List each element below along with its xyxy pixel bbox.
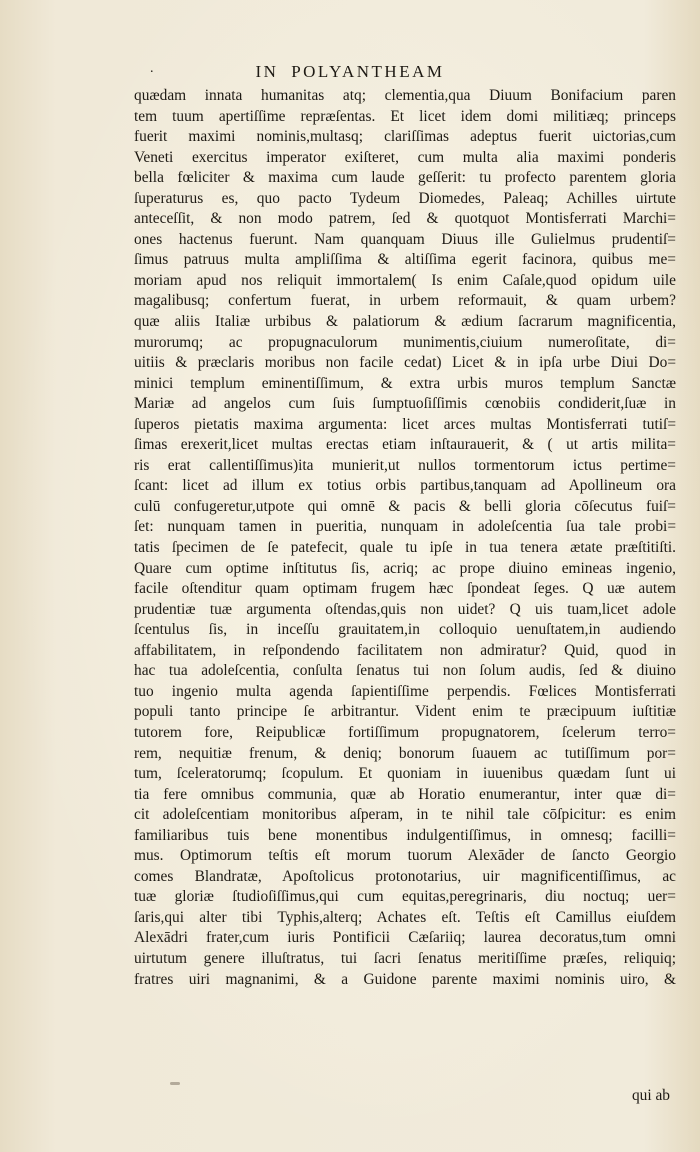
text-line: ſcant: licet ad illum ex totius orbis partibus,tanquam ad Apollineum ora — [134, 477, 676, 495]
text-line: tem tuum apertiſſime repræſentas. Et licet idem domi militiæq; princeps — [134, 107, 676, 125]
text-line: fratres uiri magnanimi, & a Guidone parente maximi nominis uiro, & — [134, 970, 676, 988]
text-line: Alexādri frater,cum iuris Pontificii Cæſariiq; laurea decoratus,tum omni — [134, 929, 676, 947]
running-title: IN POLYANTHEAM — [255, 62, 445, 81]
text-line: rem, nequitiæ frenum, & deniq; bonorum ſuauem ac tutiſſimum por= — [134, 744, 676, 762]
text-line: tuo ingenio multa agenda ſapientiſſime perpendis. Fœlices Montisferrati — [134, 682, 676, 700]
text-line: ſimus patruus multa ampliſſima & altiſſima egerit facinora, quibus me= — [134, 251, 676, 269]
running-header — [0, 62, 700, 82]
text-line: ſaris,qui alter tibi Typhis,alterq; Achates eſt. Teſtis eſt Camillus eiuſdem — [134, 908, 676, 926]
text-line: ſcentulus ſis, in inceſſu grauitatem,in colloquio uenuſtatem,in audiendo — [134, 621, 676, 639]
text-line: hac tua adoleſcentia, conſulta ſenatus tui non ſolum audis, ſed & diuino — [134, 662, 676, 680]
body-text — [134, 86, 676, 990]
text-line: uitiis & præclaris moribus non facile cedat) Licet & in ipſa urbe Diui Do= — [134, 354, 676, 372]
text-line: fuerit maximi nominis,multasq; clariſſimas adeptus fuerit uictorias,cum — [134, 128, 676, 146]
ink-mark — [170, 1082, 180, 1085]
text-line: facile oſtenditur quam optimam frugem hæc ſpondeat ſeges. Q uæ autem — [134, 580, 676, 598]
text-line: Quare cum optime inſtitutus ſis, acriq; ac prope diuino emineas ingenio, — [134, 559, 676, 577]
text-line: ſuperos pietatis maxima argumenta: licet arces multas Montisferrati tutiſ= — [134, 415, 676, 433]
text-line: tuæ gloriæ ſtudioſiſſimus,qui cum equitas,peregrinaris, diu noctuq; uer= — [134, 888, 676, 906]
catchword: qui ab — [631, 1087, 670, 1104]
text-line: familiaribus tuis bene monentibus indulgentiſſimus, in omnesq; facilli= — [134, 826, 676, 844]
text-line: tum, ſceleratorumq; ſcopulum. Et quoniam in iuuenibus quædam ſunt ui — [134, 765, 676, 783]
text-line: prudentiæ tuæ argumenta oſtendas,quis non uidet? Q uis tuam,licet adole — [134, 600, 676, 618]
text-line: quædam innata humanitas atq; clementia,qua Diuum Bonifacium paren — [134, 87, 676, 104]
text-line: murorumq; ac propugnaculorum munimentis,ciuium numeroſitate, di= — [134, 333, 676, 351]
text-line: uirtutum genere illuſtratus, tui ſacri ſenatus meritiſſime præſes, reliquiq; — [134, 949, 676, 967]
text-line: magalibusq; confertum fuerat, in urbem reformauit, & quam urbem? — [134, 292, 676, 310]
text-line: quæ aliis Italiæ urbibus & palatiorum & ædium ſacrarum magnificentia, — [134, 313, 676, 331]
text-line: minici templum eminentiſſimum, & extra urbis muros templum Sanctæ — [134, 374, 676, 392]
text-line: bella fœliciter & maxima cum laude geſſerit: tu profecto parentem gloria — [134, 169, 676, 187]
text-line: ſet: nunquam tamen in pueritia, nunquam in adoleſcentia ſua tale probi= — [134, 518, 676, 536]
text-line: comes Blandratæ, Apoſtolicus protonotarius, uir magnificentiſſimus, ac — [134, 867, 676, 885]
text-line: affabilitatem, in reſpondendo facilitatem non admiratur? Quid, quod in — [134, 641, 676, 659]
text-line: Mariæ ad angelos cum ſuis ſumptuoſiſſimis cœnobiis condiderit,ſuæ in — [134, 395, 676, 413]
text-line: culū confugeretur,utpote qui omnē & pacis & belli gloria cōſecutus fuiſ= — [134, 497, 676, 515]
text-line: ris erat callentiſſimus)ita munierit,ut nullos tormentorum ictus pertime= — [134, 456, 676, 474]
text-line: anteceſſit, & non modo patrem, ſed & quotquot Montisferrati Marchi= — [134, 210, 676, 228]
text-line: moriam apud nos reliquit immortalem( Is enim Caſale,quod opidum uile — [134, 271, 676, 289]
text-line: mus. Optimorum teſtis eſt morum tuorum Alexāder de ſancto Georgio — [134, 847, 676, 865]
text-line: tatis ſpecimen de ſe patefecit, quale tu ipſe in tua tenera ætate præſtitiſti. — [134, 539, 676, 557]
header-dot: . — [150, 61, 156, 76]
text-line: cit adoleſcentiam monitoribus aſperam, in te nihil tale cōſpicitur: es enim — [134, 806, 676, 824]
text-line: ſuperaturus es, quo pacto Tydeum Diomedes, Paleaq; Achilles uirtute — [134, 189, 676, 207]
text-line: ones hactenus fuerunt. Nam quanquam Diuus ille Gulielmus prudentiſ= — [134, 230, 676, 248]
text-line: Veneti exercitus imperator exiſteret, cum multa alia maximi ponderis — [134, 148, 676, 166]
text-line: populi tanto principe ſe arbitrantur. Vident enim te præcipuum iuſtitiæ — [134, 703, 676, 721]
text-line: tia fere omnibus communia, quæ ab Horatio enumerantur, inter quæ di= — [134, 785, 676, 803]
text-line: tutorem fore, Reipublicæ fortiſſimum propugnatorem, ſcelerum terro= — [134, 723, 676, 741]
text-line: ſimas erexerit,licet multas erectas etiam inſtaurauerit, & ( ut artis milita= — [134, 436, 676, 454]
